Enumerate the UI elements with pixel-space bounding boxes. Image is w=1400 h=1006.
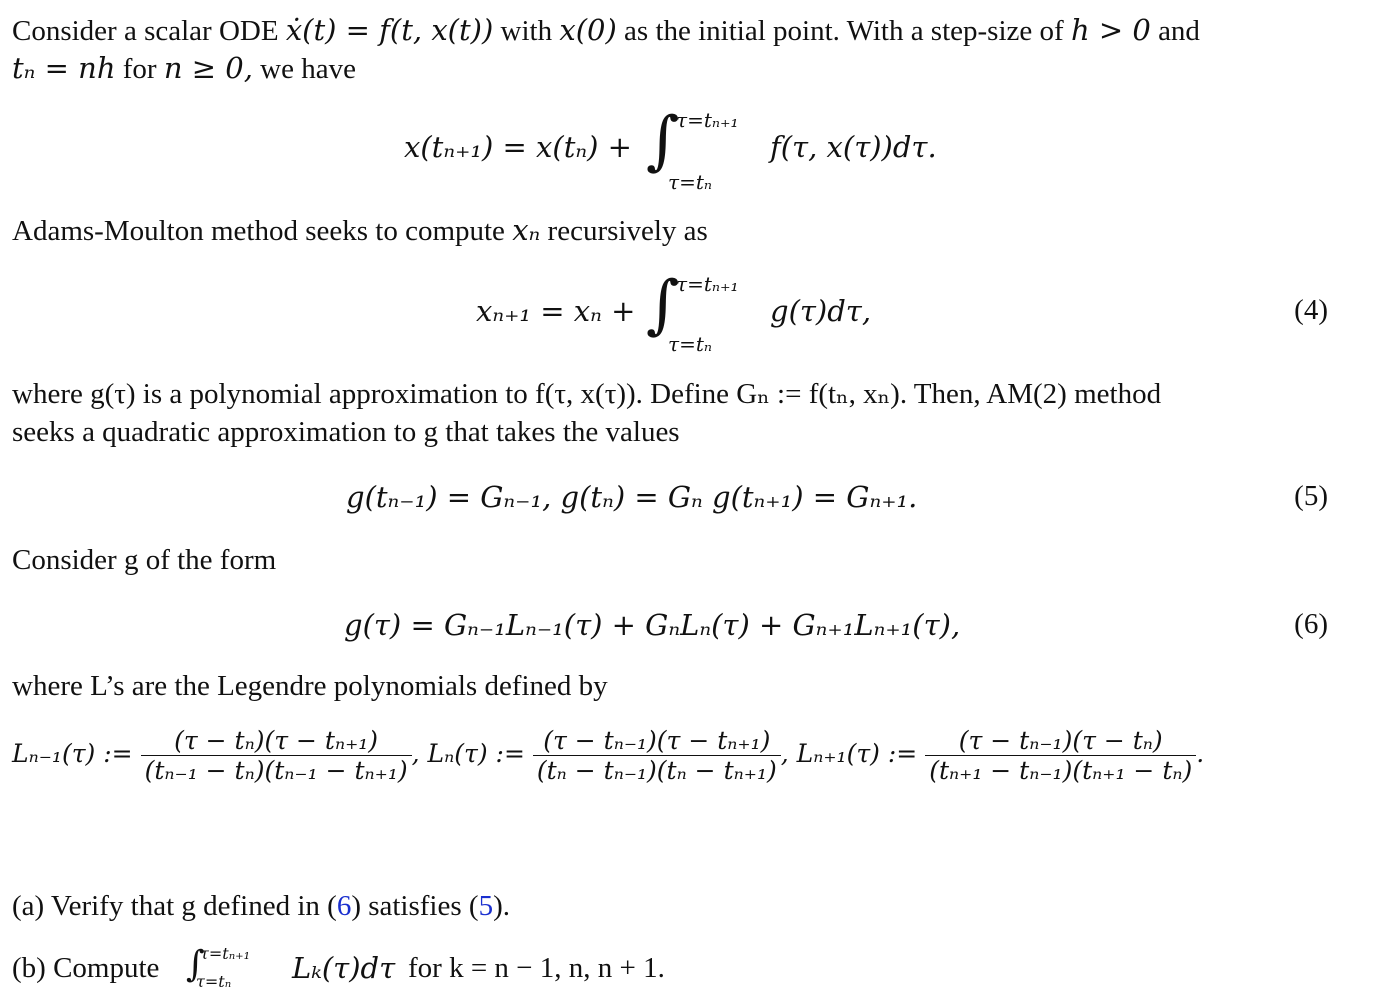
integral-sign: ∫ bbox=[186, 944, 205, 985]
integrand: f(τ, x(τ))dτ. bbox=[770, 130, 937, 164]
legendre-text: where L’s are the Legendre polynomials defined by bbox=[12, 670, 608, 702]
equation-number: (5) bbox=[1294, 480, 1328, 512]
intro-text: and bbox=[1158, 15, 1200, 47]
integral-upper-limit: τ=tₙ₊₁ bbox=[200, 944, 251, 963]
legendre-definitions: Lₙ₋₁(τ) := $\frac{\text{(τ − tₙ)(τ − tₙ₊₁)}}{\text{(tₙ₋₁ − tₙ)(tₙ₋₁ − tₙ₊₁)}}$ , Lₙ(τ) := $\frac{\text{(τ − tₙ₋₁)(τ − tₙ₊₁)}}{\text{(tₙ − tₙ₋₁)(tₙ − tₙ₊₁)}}$ , Lₙ₊₁(τ) := $\frac{\text{(τ − tₙ₋₁)(τ − tₙ)}}{\text{(tₙ₊₁ − tₙ₋₁)(tₙ₊₁ − tₙ)}}$ . bbox=[12, 726, 1205, 785]
am-method-text bbox=[12, 212, 708, 249]
part-text: Verify that g defined in ( bbox=[50, 890, 337, 922]
equation-body: g(tₙ₋₁) = Gₙ₋₁, g(tₙ) = Gₙ g(tₙ₊₁) = Gₙ₊₁. bbox=[346, 480, 918, 514]
equation-number: (4) bbox=[1294, 294, 1328, 326]
intro-text: for bbox=[122, 53, 157, 85]
legendre-l2-fraction bbox=[533, 726, 781, 785]
fraction-numerator: (τ − tₙ₋₁)(τ − tₙ) bbox=[925, 726, 1196, 756]
equation-body: g(τ) = Gₙ₋₁Lₙ₋₁(τ) + GₙLₙ(τ) + Gₙ₊₁Lₙ₊₁(τ), bbox=[344, 608, 961, 642]
intro-text: we have bbox=[260, 53, 356, 85]
integral-upper-limit: τ=tₙ₊₁ bbox=[676, 272, 739, 296]
integrand: Lₖ(τ)dτ bbox=[292, 951, 396, 985]
fraction-numerator: (τ − tₙ)(τ − tₙ₊₁) bbox=[141, 726, 412, 756]
part-b-lead bbox=[12, 950, 159, 986]
intro-text: as the initial point. With a step-size of bbox=[624, 15, 1064, 47]
integrand: g(τ)dτ, bbox=[770, 294, 872, 328]
legendre-l1-fraction bbox=[141, 726, 412, 785]
equation-ref-link[interactable]: 5 bbox=[478, 890, 494, 922]
equation-ref-link[interactable]: 6 bbox=[336, 890, 352, 922]
integral-lower-limit: τ=tₙ bbox=[668, 332, 712, 356]
fraction-denominator: (tₙ − tₙ₋₁)(tₙ − tₙ₊₁) bbox=[536, 756, 777, 785]
part-text: ) satisfies ( bbox=[351, 890, 479, 922]
index-condition: n ≥ 0, bbox=[163, 51, 253, 85]
intro-line-2 bbox=[12, 50, 356, 87]
initial-point: x(0) bbox=[559, 13, 617, 47]
integral-sign: ∫ bbox=[646, 104, 680, 178]
integral-lower-limit: τ=tₙ bbox=[668, 170, 712, 194]
part-text: ). bbox=[493, 890, 510, 922]
fraction-denominator: (tₙ₋₁ − tₙ)(tₙ₋₁ − tₙ₊₁) bbox=[144, 756, 408, 785]
integral-upper-limit: τ=tₙ₊₁ bbox=[676, 108, 739, 132]
equation-number: (6) bbox=[1294, 608, 1328, 640]
consider-g-text: Consider g of the form bbox=[12, 544, 277, 576]
part-text: for k = n − 1, n, n + 1. bbox=[408, 952, 665, 984]
xn-symbol: xₙ bbox=[512, 213, 541, 247]
legendre-l3-fraction bbox=[925, 726, 1196, 785]
part-label: (a) bbox=[12, 890, 45, 922]
legendre-l1-lhs: Lₙ₋₁(τ) := bbox=[12, 739, 133, 768]
integral-sign: ∫ bbox=[646, 268, 680, 342]
intro-text: Consider a scalar ODE bbox=[12, 15, 279, 47]
legendre-l2-lhs: Lₙ(τ) := bbox=[427, 739, 525, 768]
legendre-l3-lhs: Lₙ₊₁(τ) := bbox=[796, 739, 918, 768]
time-grid: tₙ = nh bbox=[12, 51, 116, 85]
equation-lhs: x(tₙ₊₁) = x(tₙ) + bbox=[404, 130, 632, 164]
part-a bbox=[12, 888, 510, 924]
fraction-denominator: (tₙ₊₁ − tₙ₋₁)(tₙ₊₁ − tₙ) bbox=[929, 756, 1193, 785]
part-label: (b) bbox=[12, 952, 46, 984]
ode-expression: ẋ(t) = f(t, x(t)) bbox=[285, 13, 494, 47]
am-text: Adams-Moulton method seeks to compute bbox=[12, 215, 505, 247]
intro-line-1 bbox=[12, 12, 1200, 49]
am-text: recursively as bbox=[547, 215, 708, 247]
where-g-line-2: seeks a quadratic approximation to g that takes the values bbox=[12, 416, 680, 448]
intro-text: with bbox=[500, 15, 553, 47]
step-size: h > 0 bbox=[1070, 13, 1151, 47]
integral-lower-limit: τ=tₙ bbox=[196, 972, 232, 991]
fraction-numerator: (τ − tₙ₋₁)(τ − tₙ₊₁) bbox=[533, 726, 781, 756]
part-text: Compute bbox=[53, 952, 160, 984]
where-g-line-1: where g(τ) is a polynomial approximation to f(τ, x(τ)). Define Gₙ := f(tₙ, xₙ). Then, AM(2) method bbox=[12, 378, 1162, 410]
equation-lhs: xₙ₊₁ = xₙ + bbox=[476, 294, 636, 328]
